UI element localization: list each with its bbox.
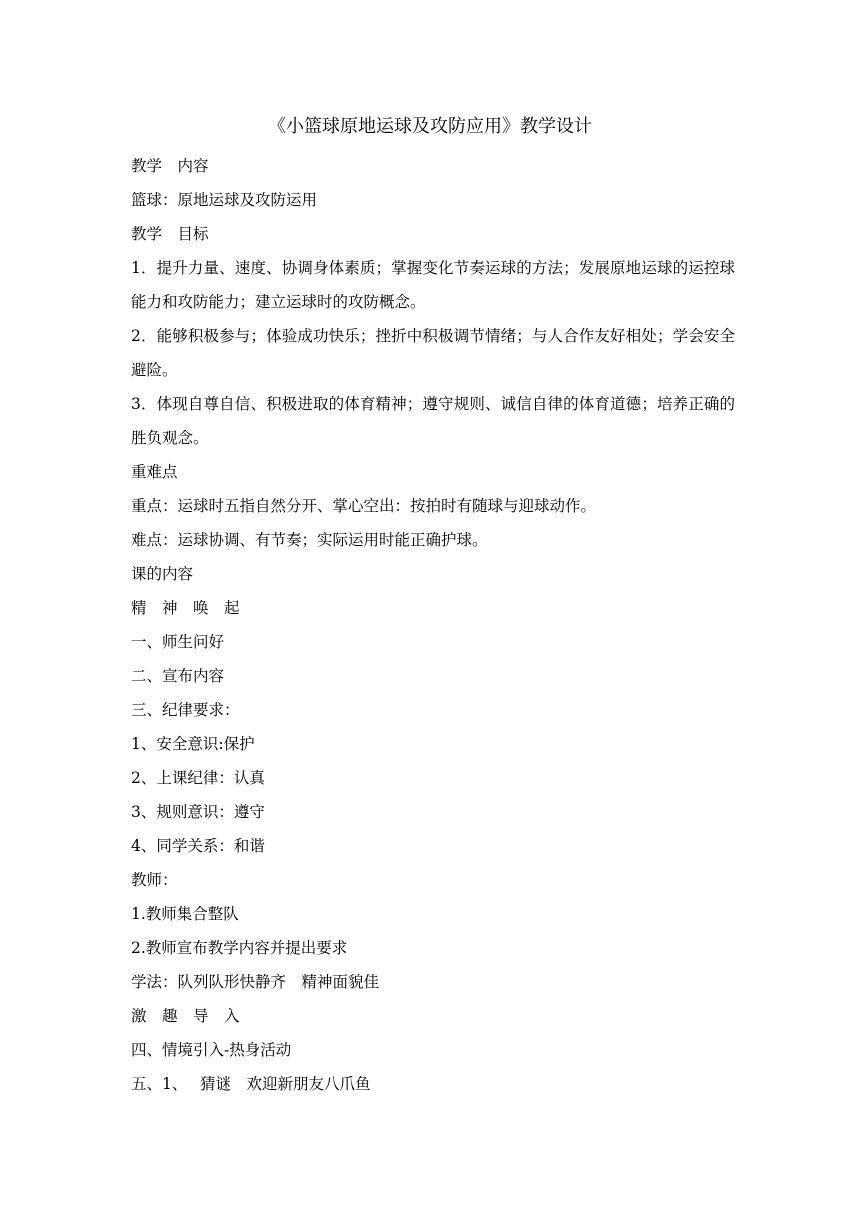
list-item: 1.教师集合整队 xyxy=(131,905,239,923)
section-heading-key-points: 重难点 xyxy=(131,463,178,481)
list-item: 一、师生问好 xyxy=(131,633,225,651)
list-item: 2.教师宣布教学内容并提出要求 xyxy=(131,939,348,957)
objective-1: 1．提升力量、速度、协调身体素质；掌握变化节奏运球的方法；发展原地运球的运控球能力和攻防能力；建立运球时的攻防概念。 xyxy=(131,259,735,311)
list-item: 2、上课纪律：认真 xyxy=(131,769,265,787)
list-item: 三、纪律要求： xyxy=(131,701,240,719)
list-item: 1、安全意识:保护 xyxy=(131,735,255,753)
list-item: 4、同学关系：和谐 xyxy=(131,837,265,855)
teacher-label: 教师： xyxy=(131,871,178,889)
learning-method: 学法：队列队形快静齐 精神面貌佳 xyxy=(131,973,380,991)
phase-heading-spirit: 精 神 唤 起 xyxy=(131,599,240,617)
list-item: 二、宣布内容 xyxy=(131,667,225,685)
objective-2: 2．能够积极参与；体验成功快乐；挫折中积极调节情绪；与人合作友好相处；学会安全避险。 xyxy=(131,327,735,379)
key-point: 重点：运球时五指自然分开、掌心空出：按拍时有随球与迎球动作。 xyxy=(131,497,597,515)
objective-3: 3．体现自尊自信、积极进取的体育精神；遵守规则、诚信自律的体育道德；培养正确的胜负观念。 xyxy=(131,395,735,447)
content-text: 篮球：原地运球及攻防运用 xyxy=(131,191,318,209)
phase-heading-interest: 激 趣 导 入 xyxy=(131,1007,240,1025)
section-heading-objectives: 教学 目标 xyxy=(131,225,209,243)
section-heading-lesson-content: 课的内容 xyxy=(131,565,194,583)
list-item: 五、1、 猜谜 欢迎新朋友八爪鱼 xyxy=(131,1075,371,1093)
difficult-point: 难点：运球协调、有节奏；实际运用时能正确护球。 xyxy=(131,531,488,549)
list-item: 四、情境引入-热身活动 xyxy=(131,1041,292,1059)
list-item: 3、规则意识：遵守 xyxy=(131,803,265,821)
document-title: 《小篮球原地运球及攻防应用》教学设计 xyxy=(268,116,592,137)
section-heading-content: 教学 内容 xyxy=(131,157,209,175)
document-body xyxy=(131,153,735,1105)
